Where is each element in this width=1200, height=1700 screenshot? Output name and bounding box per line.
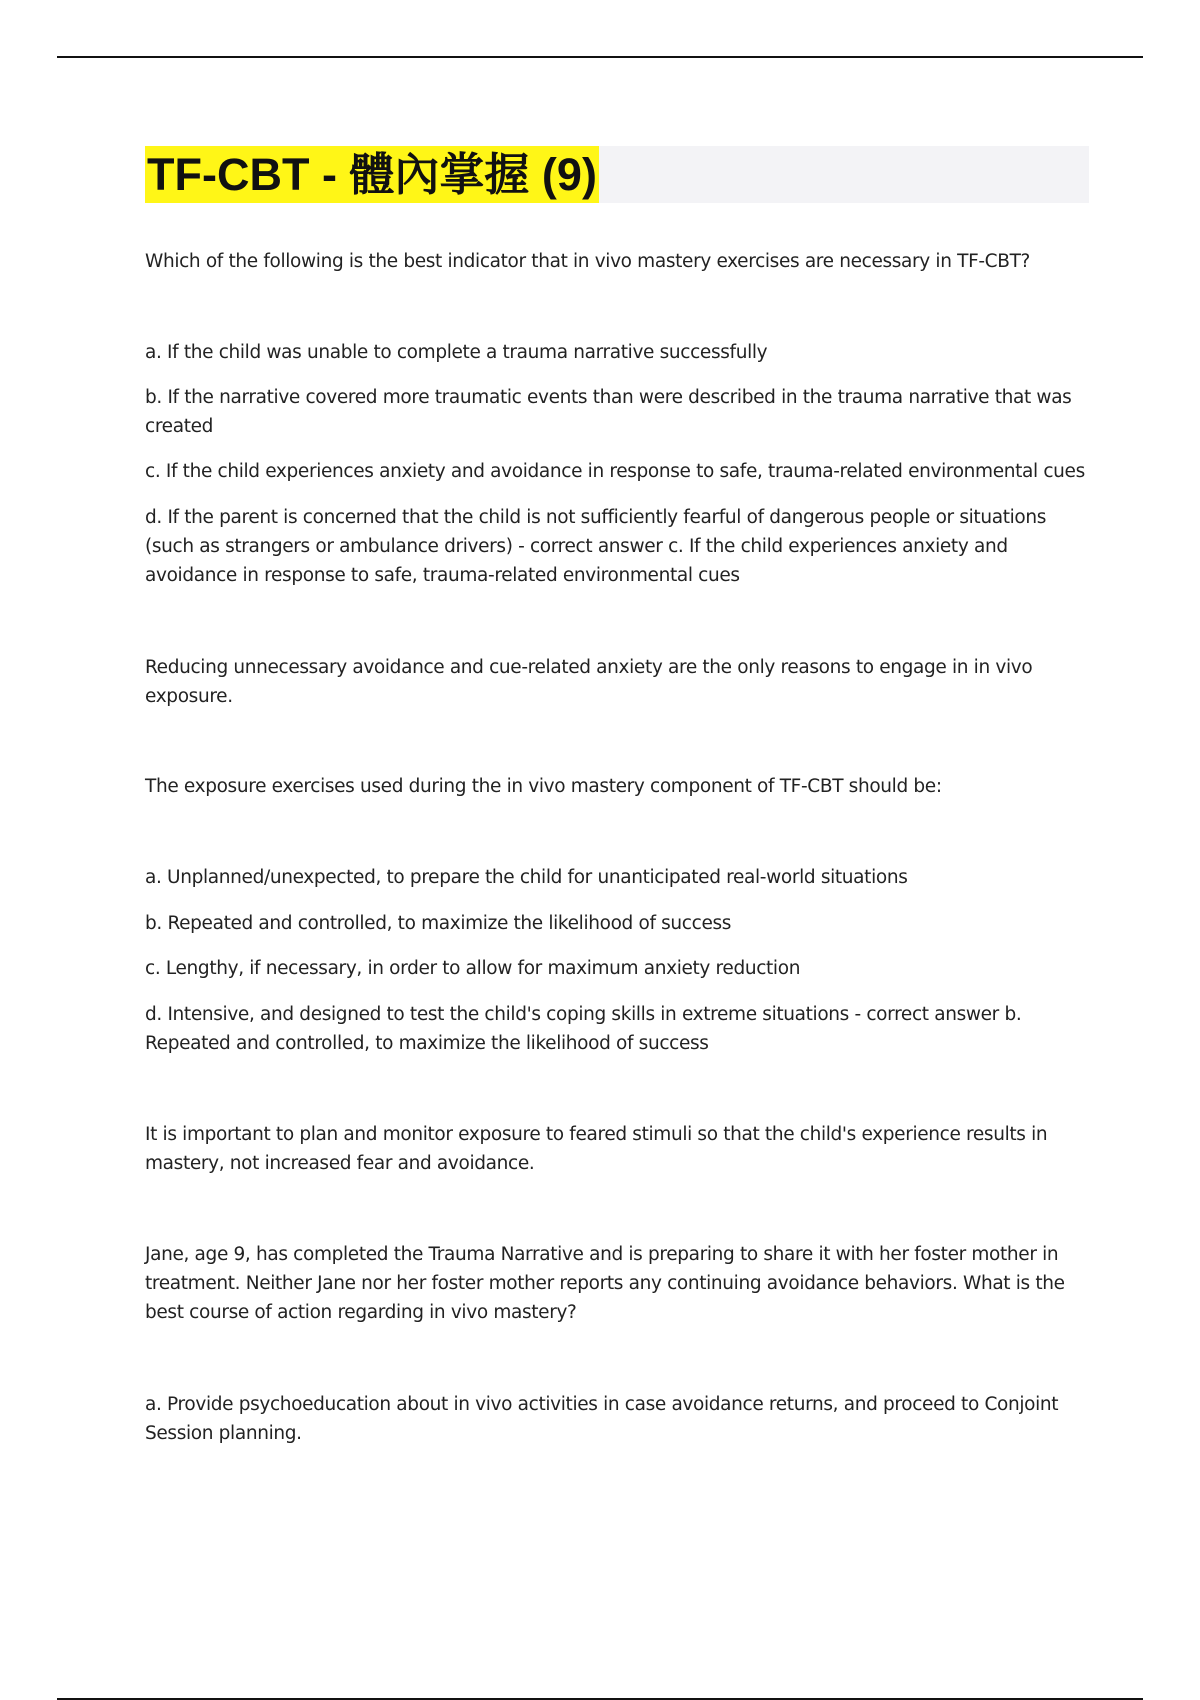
question-1: Which of the following is the best indicator that in vivo mastery exercises are necessary in TF-CBT? (145, 251, 1031, 272)
top-divider (57, 56, 1143, 58)
question-2-option-b: b. Repeated and controlled, to maximize the likelihood of success (145, 913, 732, 934)
question-2-option-c: c. Lengthy, if necessary, in order to allow for maximum anxiety reduction (145, 958, 801, 979)
question-2-option-d-answer: d. Intensive, and designed to test the child's coping skills in extreme situations - correct answer b. Repeated and controlled, to maximize the likelihood of success (145, 1004, 1022, 1054)
question-1-option-c: c. If the child experiences anxiety and avoidance in response to safe, trauma-related environmental cues (145, 461, 1085, 482)
question-2: The exposure exercises used during the in vivo mastery component of TF-CBT should be: (145, 776, 942, 797)
question-3: Jane, age 9, has completed the Trauma Narrative and is preparing to share it with her foster mother in treatment. Neither Jane nor her foster mother reports any continuing avoidance behaviors. What is the best course of action regarding in vivo mastery? (145, 1244, 1065, 1323)
question-3-option-a: a. Provide psychoeducation about in vivo activities in case avoidance returns, and proceed to Conjoint Session planning. (145, 1394, 1059, 1444)
statement-1: Reducing unnecessary avoidance and cue-related anxiety are the only reasons to engage in in vivo exposure. (145, 657, 1033, 707)
question-1-option-d-answer: d. If the parent is concerned that the child is not sufficiently fearful of dangerous people or situations (such as strangers or ambulance drivers) - correct answer c. If the child experiences anxiety and avoidance in response to safe, trauma-related environmental cues (145, 507, 1047, 586)
question-2-option-a: a. Unplanned/unexpected, to prepare the child for unanticipated real-world situations (145, 867, 908, 888)
question-1-option-b: b. If the narrative covered more traumatic events than were described in the trauma narrative that was created (145, 387, 1072, 437)
document-title: TF-CBT - 體內掌握 (9) (145, 146, 599, 203)
statement-2: It is important to plan and monitor exposure to feared stimuli so that the child's experience results in mastery, not increased fear and avoidance. (145, 1124, 1048, 1174)
question-1-option-a: a. If the child was unable to complete a trauma narrative successfully (145, 342, 768, 363)
